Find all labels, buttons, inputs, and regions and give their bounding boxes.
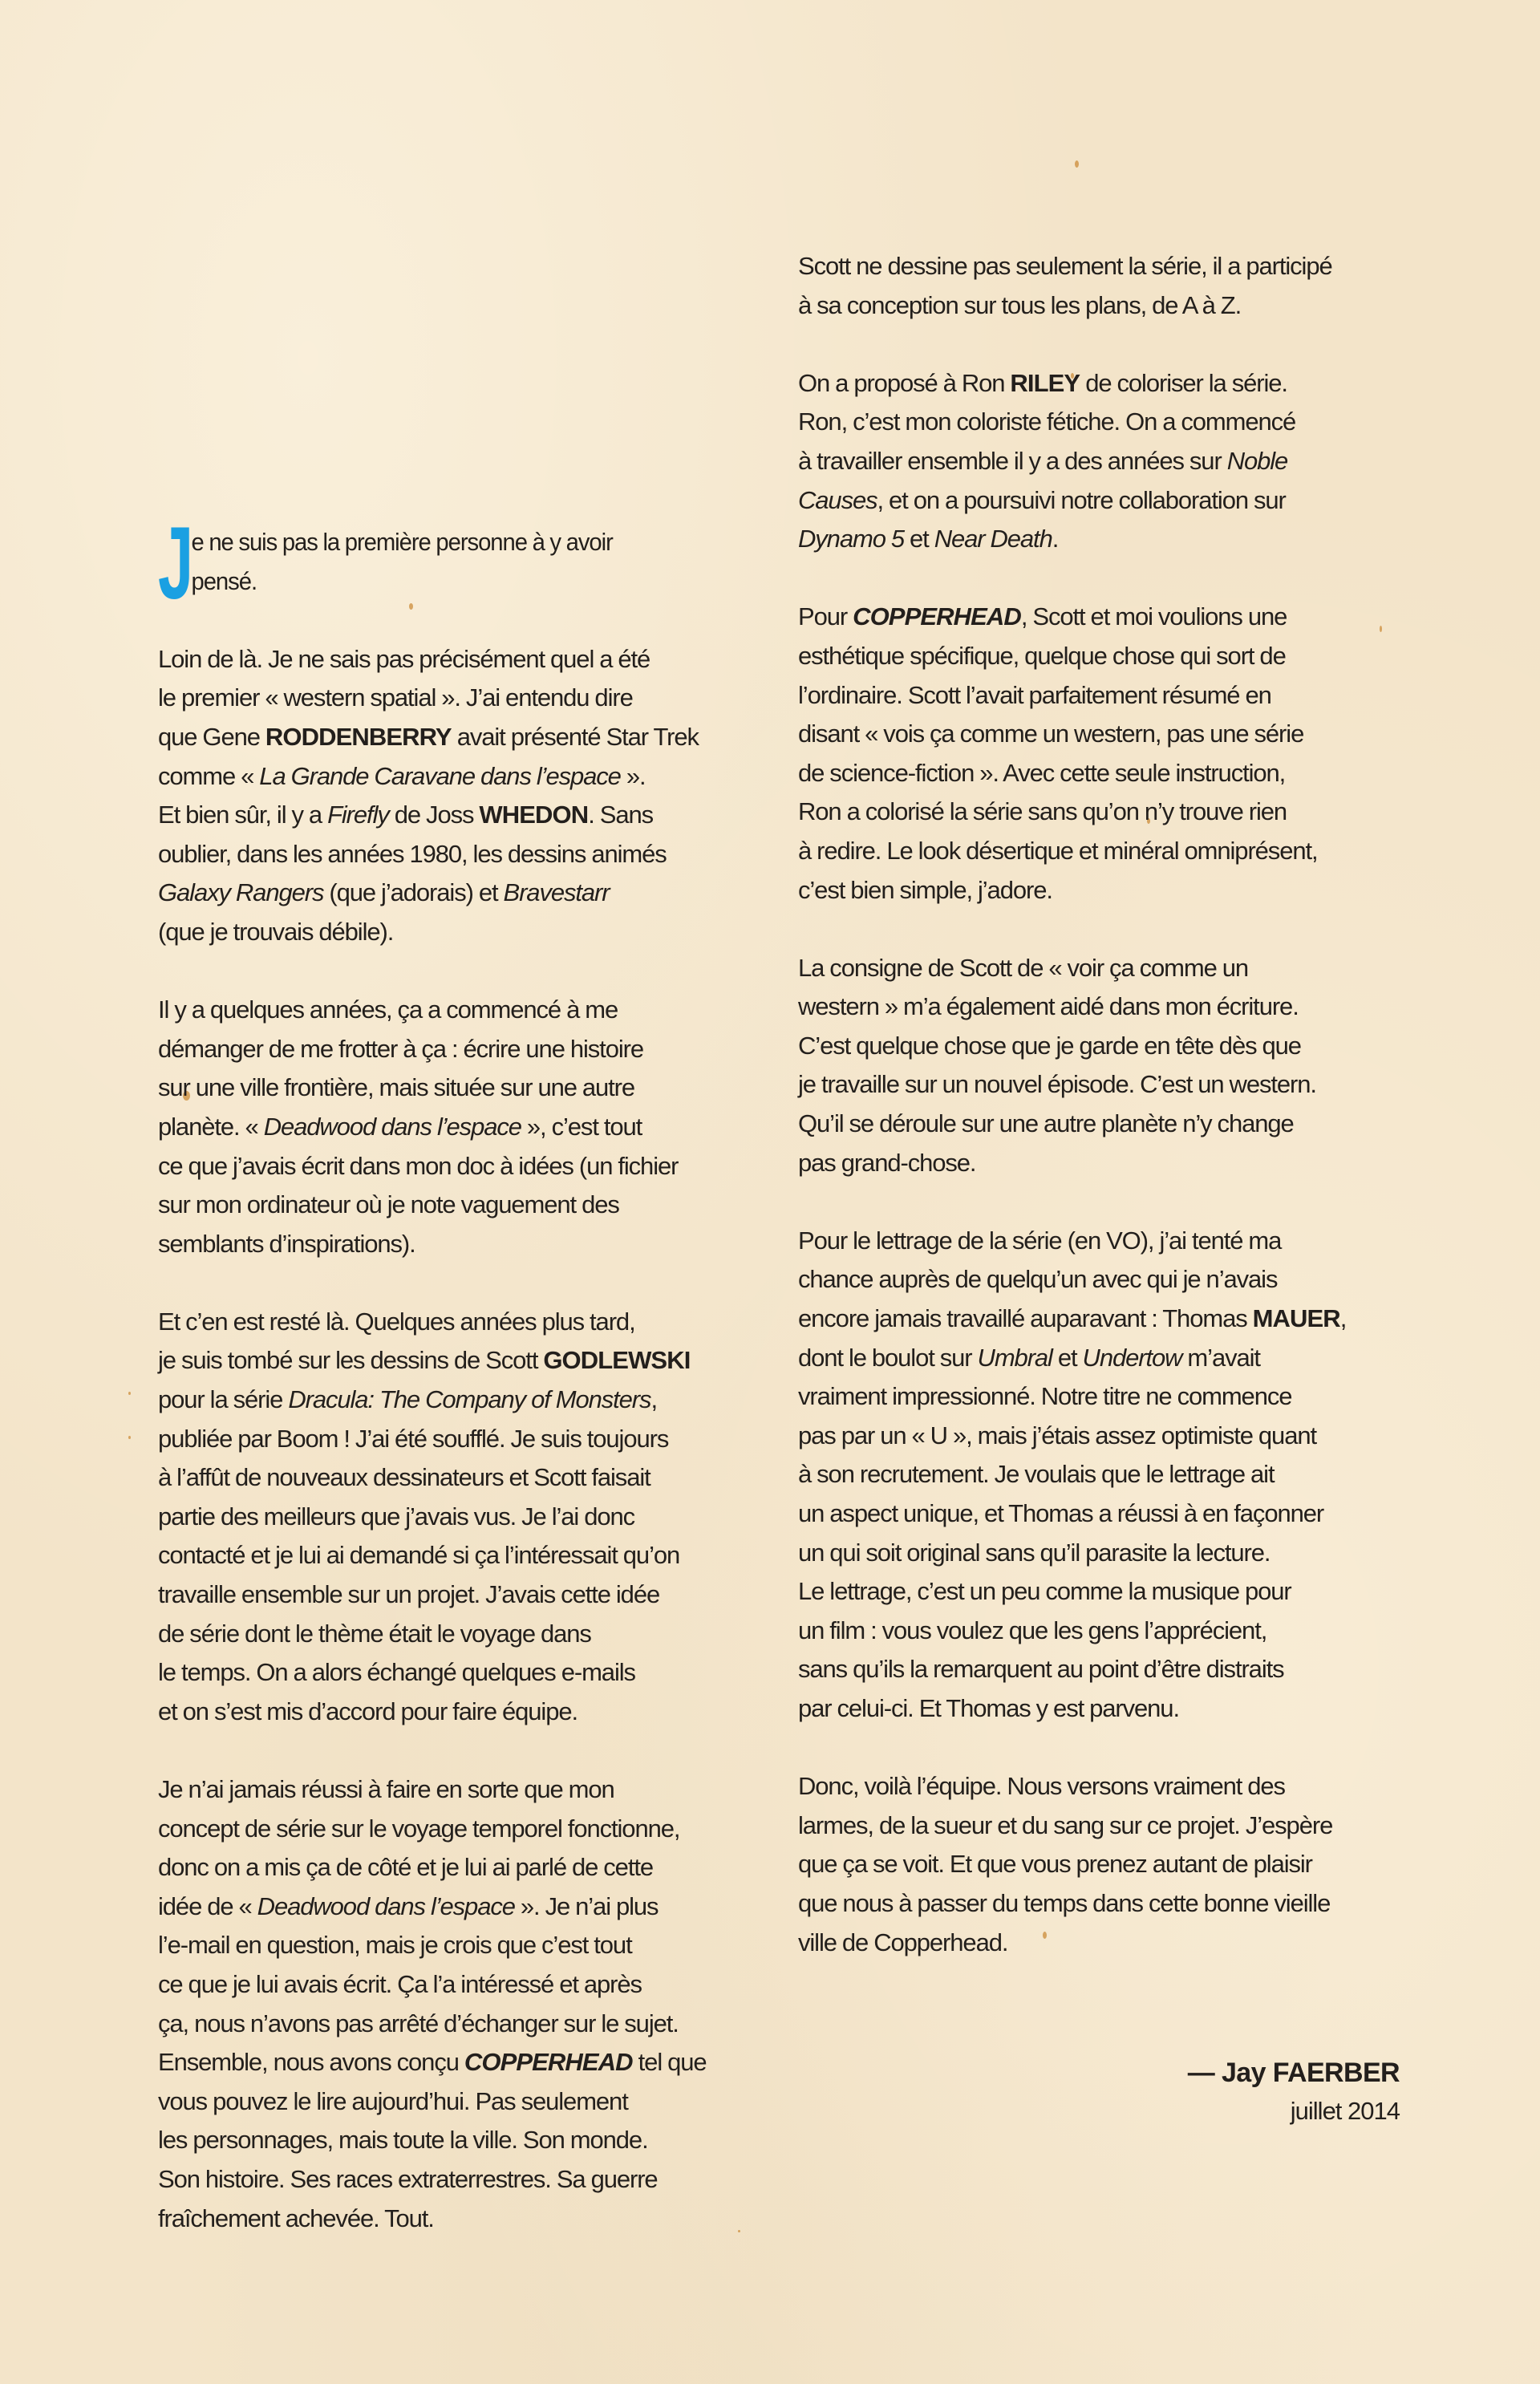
- text-line: [798, 1494, 1416, 1534]
- text-run: semblants d’inspirations).: [158, 1229, 415, 1258]
- text-line: [798, 1260, 1416, 1299]
- text-run: je travaille sur un nouvel épisode. C’est un western.: [798, 1070, 1316, 1099]
- text-run: larmes, de la sueur et du sang sur ce projet. J’espère: [798, 1810, 1333, 1839]
- bold-name: MAUER: [1252, 1304, 1340, 1333]
- text-line: [798, 1299, 1416, 1339]
- text-run: , Scott et moi voulions une: [1020, 602, 1287, 631]
- series-title: COPPERHEAD: [464, 2048, 633, 2077]
- text-line: [158, 1186, 776, 1225]
- paragraph: [798, 598, 1416, 910]
- text-line: [158, 1225, 776, 1264]
- text-run: sur une ville frontière, mais située sur une autre: [158, 1073, 635, 1102]
- italic-title: Noble: [1226, 446, 1288, 475]
- text-run: sur mon ordinateur où je note vaguement des: [158, 1190, 619, 1219]
- paragraph: [798, 1767, 1416, 1962]
- text-run: contacté et je lui ai demandé si ça l’intéressait qu’on: [158, 1541, 680, 1570]
- text-line: [798, 715, 1416, 754]
- text-run: idée de «: [158, 1891, 257, 1920]
- text-line: [158, 2121, 776, 2160]
- text-line: [158, 1030, 776, 1069]
- text-run: Le lettrage, c’est un peu comme la musique pour: [798, 1577, 1291, 1606]
- text-line: [798, 520, 1416, 559]
- text-run: encore jamais travaillé auparavant : Thomas: [798, 1304, 1253, 1333]
- text-line: [798, 1377, 1416, 1417]
- text-run: . Sans: [588, 801, 654, 829]
- paragraph: [158, 991, 776, 1263]
- text-line: [798, 286, 1416, 326]
- text-line: [158, 757, 776, 797]
- paragraph: [798, 1222, 1416, 1729]
- text-run: ville de Copperhead.: [798, 1928, 1008, 1956]
- text-run: Et c’en est resté là. Quelques années plus tard,: [158, 1307, 635, 1336]
- text-line: [158, 1770, 776, 1810]
- text-line: [158, 1848, 776, 1887]
- text-line: [158, 1108, 776, 1147]
- text-line: [798, 1924, 1416, 1963]
- text-run: Ensemble, nous avons conçu: [158, 2048, 464, 2077]
- text-run: vous pouvez le lire aujourd’hui. Pas seulement: [158, 2086, 628, 2115]
- text-run: On a proposé à Ron: [798, 368, 1011, 397]
- italic-title: Causes: [798, 485, 877, 514]
- text-line: [158, 874, 776, 913]
- text-line: [798, 793, 1416, 832]
- text-line: [798, 754, 1416, 793]
- text-line: [798, 1534, 1416, 1573]
- text-run: m’avait: [1181, 1343, 1260, 1372]
- bold-name: RODDENBERRY: [265, 722, 452, 751]
- paper-speck: [128, 1392, 131, 1395]
- text-run: western » m’a également aidé dans mon écriture.: [798, 992, 1299, 1021]
- right-column: [798, 247, 1416, 1962]
- text-line: [798, 481, 1416, 521]
- text-line: [798, 598, 1416, 637]
- text-line: [158, 835, 776, 874]
- text-line: [798, 1065, 1416, 1105]
- paragraph: [158, 640, 776, 952]
- bold-name: GODLEWSKI: [543, 1346, 691, 1375]
- text-run: fraîchement achevée. Tout.: [158, 2204, 434, 2232]
- text-line: [158, 562, 740, 602]
- text-line: [158, 913, 776, 952]
- text-run: ce que je lui avais écrit. Ça l’a intéressé et après: [158, 1969, 642, 1998]
- drop-cap: J: [158, 506, 194, 621]
- author-signature: — Jay FAERBER: [1187, 2058, 1400, 2088]
- text-run: », c’est tout: [521, 1112, 642, 1141]
- italic-title: Near Death: [934, 525, 1052, 553]
- text-line: [798, 1455, 1416, 1494]
- text-line: [798, 1572, 1416, 1612]
- text-line: [798, 987, 1416, 1027]
- text-run: de série dont le thème était le voyage dans: [158, 1619, 591, 1648]
- text-line: [798, 1767, 1416, 1806]
- italic-title: La Grande Caravane dans l’espace: [259, 761, 621, 790]
- text-line: [158, 1887, 776, 1927]
- text-line: [158, 1653, 776, 1693]
- text-line: [798, 1417, 1416, 1456]
- text-run: un qui soit original sans qu’il parasite la lecture.: [798, 1538, 1270, 1567]
- text-run: à redire. Le look désertique et minéral omniprésent,: [798, 836, 1318, 865]
- text-line: [798, 1806, 1416, 1846]
- text-run: à sa conception sur tous les plans, de A à Z.: [798, 290, 1242, 319]
- text-line: [158, 1810, 776, 1849]
- text-run: à l’affût de nouveaux dessinateurs et Scott faisait: [158, 1463, 650, 1492]
- text-line: [158, 1536, 776, 1575]
- text-line: [158, 2005, 776, 2044]
- paragraph: [158, 1303, 776, 1732]
- text-line: [798, 442, 1416, 481]
- text-run: comme «: [158, 761, 260, 790]
- text-run: de coloriser la série.: [1080, 368, 1287, 397]
- text-run: Ron a colorisé la série sans qu’on n’y trouve rien: [798, 797, 1287, 826]
- text-run: Scott ne dessine pas seulement la série, il a participé: [798, 252, 1332, 280]
- text-run: je suis tombé sur les dessins de Scott: [158, 1346, 544, 1375]
- text-run: partie des meilleurs que j’avais vus. Je l’ai donc: [158, 1502, 635, 1531]
- text-line: [158, 679, 776, 718]
- text-run: disant « vois ça comme un western, pas une série: [798, 720, 1304, 748]
- text-line: [798, 403, 1416, 442]
- text-run: à travailler ensemble il y a des années sur: [798, 446, 1227, 475]
- text-run: de Joss: [388, 801, 480, 829]
- text-run: l’ordinaire. Scott l’avait parfaitement résumé en: [798, 680, 1271, 709]
- text-line: [798, 1650, 1416, 1689]
- text-run: Donc, voilà l’équipe. Nous versons vraiment des: [798, 1772, 1285, 1801]
- signature-block: [1188, 2054, 1400, 2131]
- text-line: [158, 2043, 776, 2082]
- text-run: (que j’adorais) et: [323, 878, 504, 907]
- text-run: pensé.: [191, 566, 257, 595]
- text-line: [798, 364, 1416, 403]
- paragraph: [158, 506, 776, 621]
- paper-speck: [1075, 160, 1079, 168]
- bold-name: WHEDON: [479, 801, 589, 829]
- text-run: dont le boulot sur: [798, 1343, 978, 1372]
- text-run: Je n’ai jamais réussi à faire en sorte que mon: [158, 1775, 614, 1803]
- text-line: [158, 1615, 776, 1654]
- text-run: et: [904, 525, 934, 553]
- text-line: [158, 1575, 776, 1615]
- paragraph: [798, 949, 1416, 1183]
- italic-title: Galaxy Rangers: [158, 878, 324, 907]
- text-line: [158, 991, 776, 1030]
- text-line: [798, 949, 1416, 988]
- italic-title: Firefly: [327, 801, 389, 829]
- text-run: par celui-ci. Et Thomas y est parvenu.: [798, 1693, 1179, 1722]
- text-run: Loin de là. Je ne sais pas précisément quel a été: [158, 644, 650, 673]
- text-run: c’est bien simple, j’adore.: [798, 875, 1052, 904]
- text-line: [158, 640, 776, 679]
- text-run: un film : vous voulez que les gens l’apprécient,: [798, 1616, 1267, 1644]
- italic-title: Dynamo 5: [798, 525, 904, 553]
- text-run: ». Je n’ai plus: [514, 1891, 659, 1920]
- text-run: pour la série: [158, 1385, 289, 1414]
- text-line: [798, 1612, 1416, 1651]
- text-run: La consigne de Scott de « voir ça comme un: [798, 953, 1249, 982]
- text-run: pas par un « U », mais j’étais assez optimiste quant: [798, 1421, 1316, 1449]
- text-run: oublier, dans les années 1980, les dessins animés: [158, 839, 667, 868]
- text-line: [798, 247, 1416, 286]
- text-line: [158, 1965, 776, 2005]
- text-run: que nous à passer du temps dans cette bonne vieille: [798, 1888, 1331, 1917]
- text-run: un aspect unique, et Thomas a réussi à en façonner: [798, 1499, 1324, 1527]
- text-run: pas grand-chose.: [798, 1148, 976, 1177]
- text-line: [158, 1926, 776, 1965]
- text-line: [798, 1144, 1416, 1183]
- text-run: avait présenté Star Trek: [451, 722, 699, 751]
- paragraph: [158, 1770, 776, 2238]
- text-run: concept de série sur le voyage temporel fonctionne,: [158, 1814, 680, 1843]
- text-run: de science-fiction ». Avec cette seule instruction,: [798, 758, 1286, 787]
- text-line: [158, 1068, 776, 1108]
- text-run: sans qu’ils la remarquent au point d’être distraits: [798, 1655, 1284, 1684]
- italic-title: Bravestarr: [503, 878, 610, 907]
- italic-title: Undertow: [1082, 1343, 1182, 1372]
- text-line: [798, 832, 1416, 871]
- text-run: Pour: [798, 602, 853, 631]
- paragraph: [798, 247, 1416, 325]
- text-line: [158, 1498, 776, 1537]
- text-line: [798, 1689, 1416, 1729]
- text-run: Et bien sûr, il y a: [158, 801, 328, 829]
- text-run: le premier « western spatial ». J’ai entendu dire: [158, 683, 633, 712]
- text-line: [798, 1027, 1416, 1066]
- text-run: l’e-mail en question, mais je crois que c’est tout: [158, 1931, 632, 1960]
- text-line: [798, 871, 1416, 910]
- text-run: les personnages, mais toute la ville. Son monde.: [158, 2126, 648, 2155]
- text-run: Son histoire. Ses races extraterrestres. Sa guerre: [158, 2164, 658, 2193]
- bold-name: RILEY: [1010, 368, 1080, 397]
- text-run: le temps. On a alors échangé quelques e-mails: [158, 1658, 635, 1687]
- text-run: vraiment impressionné. Notre titre ne commence: [798, 1382, 1292, 1411]
- text-line: [798, 1222, 1416, 1261]
- italic-title: Deadwood dans l’espace: [257, 1891, 515, 1920]
- text-run: tel que: [632, 2048, 707, 2077]
- text-run: Il y a quelques années, ça a commencé à me: [158, 995, 618, 1024]
- text-run: ça, nous n’avons pas arrêté d’échanger sur le sujet.: [158, 2009, 679, 2037]
- text-run: , et on a poursuivi notre collaboration sur: [877, 485, 1286, 514]
- signature-date: juillet 2014: [1290, 2097, 1400, 2125]
- series-title: COPPERHEAD: [853, 602, 1021, 631]
- text-line: [158, 2200, 776, 2239]
- text-line: [158, 1420, 776, 1459]
- text-line: [798, 1845, 1416, 1884]
- text-line: [798, 1339, 1416, 1378]
- text-line: [158, 796, 776, 835]
- paragraph: [798, 364, 1416, 559]
- text-run: que ça se voit. Et que vous prenez autant de plaisir: [798, 1850, 1312, 1879]
- text-line: [798, 676, 1416, 716]
- text-line: [158, 2160, 776, 2200]
- text-run: (que je trouvais débile).: [158, 917, 394, 946]
- text-line: [158, 1381, 776, 1420]
- text-run: ce que j’avais écrit dans mon doc à idées (un fichier: [158, 1151, 679, 1180]
- text-run: donc on a mis ça de côté et je lui ai parlé de cette: [158, 1853, 653, 1882]
- text-line: [158, 1303, 776, 1342]
- text-run: démanger de me frotter à ça : écrire une histoire: [158, 1034, 643, 1063]
- text-line: [158, 2082, 776, 2122]
- text-run: e ne suis pas la première personne à y avoir: [191, 528, 613, 556]
- text-line: [158, 1458, 776, 1498]
- italic-title: Dracula: The Company of Monsters: [288, 1385, 651, 1414]
- text-line: [158, 718, 776, 757]
- text-run: Pour le lettrage de la série (en VO), j’ai tenté ma: [798, 1226, 1282, 1255]
- text-run: esthétique spécifique, quelque chose qui sort de: [798, 641, 1286, 670]
- italic-title: Umbral: [977, 1343, 1052, 1372]
- text-run: ,: [650, 1385, 657, 1414]
- text-run: et on s’est mis d’accord pour faire équipe.: [158, 1697, 578, 1725]
- paper-speck: [128, 1436, 131, 1439]
- text-run: que Gene: [158, 722, 265, 751]
- text-run: planète. «: [158, 1112, 264, 1141]
- text-run: travaille ensemble sur un projet. J’avais cette idée: [158, 1580, 660, 1609]
- italic-title: Deadwood dans l’espace: [263, 1112, 521, 1141]
- text-run: C’est quelque chose que je garde en tête dès que: [798, 1031, 1301, 1060]
- text-line: [798, 1105, 1416, 1144]
- text-run: .: [1052, 525, 1059, 553]
- text-line: [798, 637, 1416, 676]
- text-run: Qu’il se déroule sur une autre planète n’y change: [798, 1109, 1294, 1138]
- text-line: [158, 1341, 776, 1381]
- text-run: ,: [1339, 1304, 1347, 1333]
- text-line: [158, 1693, 776, 1732]
- text-run: ».: [620, 761, 646, 790]
- text-line: [158, 1147, 776, 1186]
- text-line: [798, 1884, 1416, 1924]
- text-run: et: [1052, 1343, 1083, 1372]
- text-run: publiée par Boom ! J’ai été soufflé. Je suis toujours: [158, 1424, 669, 1453]
- text-run: chance auprès de quelqu’un avec qui je n’avais: [798, 1265, 1278, 1294]
- text-line: [158, 523, 740, 562]
- text-run: à son recrutement. Je voulais que le lettrage ait: [798, 1460, 1275, 1489]
- left-column: [158, 506, 776, 2238]
- text-run: Ron, c’est mon coloriste fétiche. On a commencé: [798, 407, 1296, 436]
